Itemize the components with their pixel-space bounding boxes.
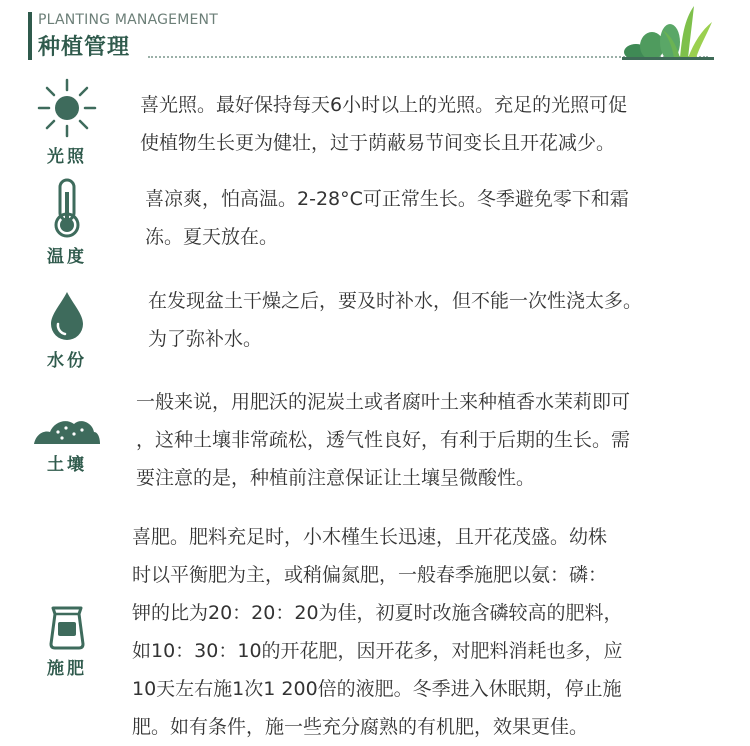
thermometer-icon	[47, 178, 87, 238]
text-line: 时以平衡肥为主，或稍偏氮肥，一般春季施肥以氨：磷：	[132, 564, 608, 586]
soil-icon-group	[28, 412, 106, 475]
water-icon-group	[28, 290, 106, 371]
water-drop-icon	[47, 290, 87, 342]
soil-icon	[32, 412, 102, 446]
light-text	[140, 86, 627, 162]
fertilizer-icon-group	[28, 604, 106, 679]
page-header	[0, 0, 750, 62]
text-line: 如10：30：10的开花肥，因开花多，对肥料消耗也多，应	[132, 640, 623, 662]
temperature-icon-group	[28, 178, 106, 267]
text-line: 为了弥补水。	[148, 328, 263, 350]
fertilizer-bag-icon	[47, 604, 87, 650]
text-line: 喜凉爽，怕高温。2-28°C可正常生长。冬季避免零下和霜	[145, 188, 629, 210]
fertilizer-text	[132, 518, 623, 746]
text-line: 使植物生长更为健壮，过于荫蔽易节间变长且开花减少。	[140, 132, 616, 154]
header-accent-bar	[28, 12, 32, 60]
water-text	[148, 282, 642, 358]
soil-label: 土壤	[47, 455, 87, 475]
text-line: 喜光照。最好保持每天6小时以上的光照。充足的光照可促	[140, 94, 628, 116]
water-label: 水份	[47, 351, 87, 371]
text-line: 喜肥。肥料充足时，小木槿生长迅速，且开花茂盛。幼株	[132, 526, 608, 548]
text-line: 10天左右施1次1 200倍的液肥。冬季进入休眠期，停止施	[132, 678, 622, 700]
soil-text	[136, 383, 630, 497]
sun-icon	[37, 78, 97, 138]
text-line: 一般来说，用肥沃的泥炭土或者腐叶土来种植香水茉莉即可	[136, 391, 631, 413]
header-english-title: PLANTING MANAGEMENT	[38, 12, 218, 28]
text-line: 钾的比为20：20：20为佳，初夏时改施含磷较高的肥料，	[132, 602, 623, 624]
text-line: 在发现盆土干燥之后，要及时补水，但不能一次性浇太多。	[148, 290, 643, 312]
light-label: 光照	[47, 147, 87, 167]
header-title: 种植管理	[38, 35, 131, 60]
text-line: ，这种土壤非常疏松，透气性良好，有利于后期的生长。需	[136, 429, 631, 451]
temperature-text	[145, 180, 629, 256]
temperature-label: 温度	[47, 247, 87, 267]
fertilizer-label: 施肥	[47, 659, 87, 679]
text-line: 要注意的是，种植前注意保证让土壤呈微酸性。	[136, 467, 536, 489]
light-icon-group	[28, 78, 106, 167]
text-line: 冻。夏天放在。	[145, 226, 279, 248]
plant-decoration-icon	[622, 2, 714, 60]
text-line: 肥。如有条件，施一些充分腐熟的有机肥，效果更佳。	[132, 716, 589, 738]
